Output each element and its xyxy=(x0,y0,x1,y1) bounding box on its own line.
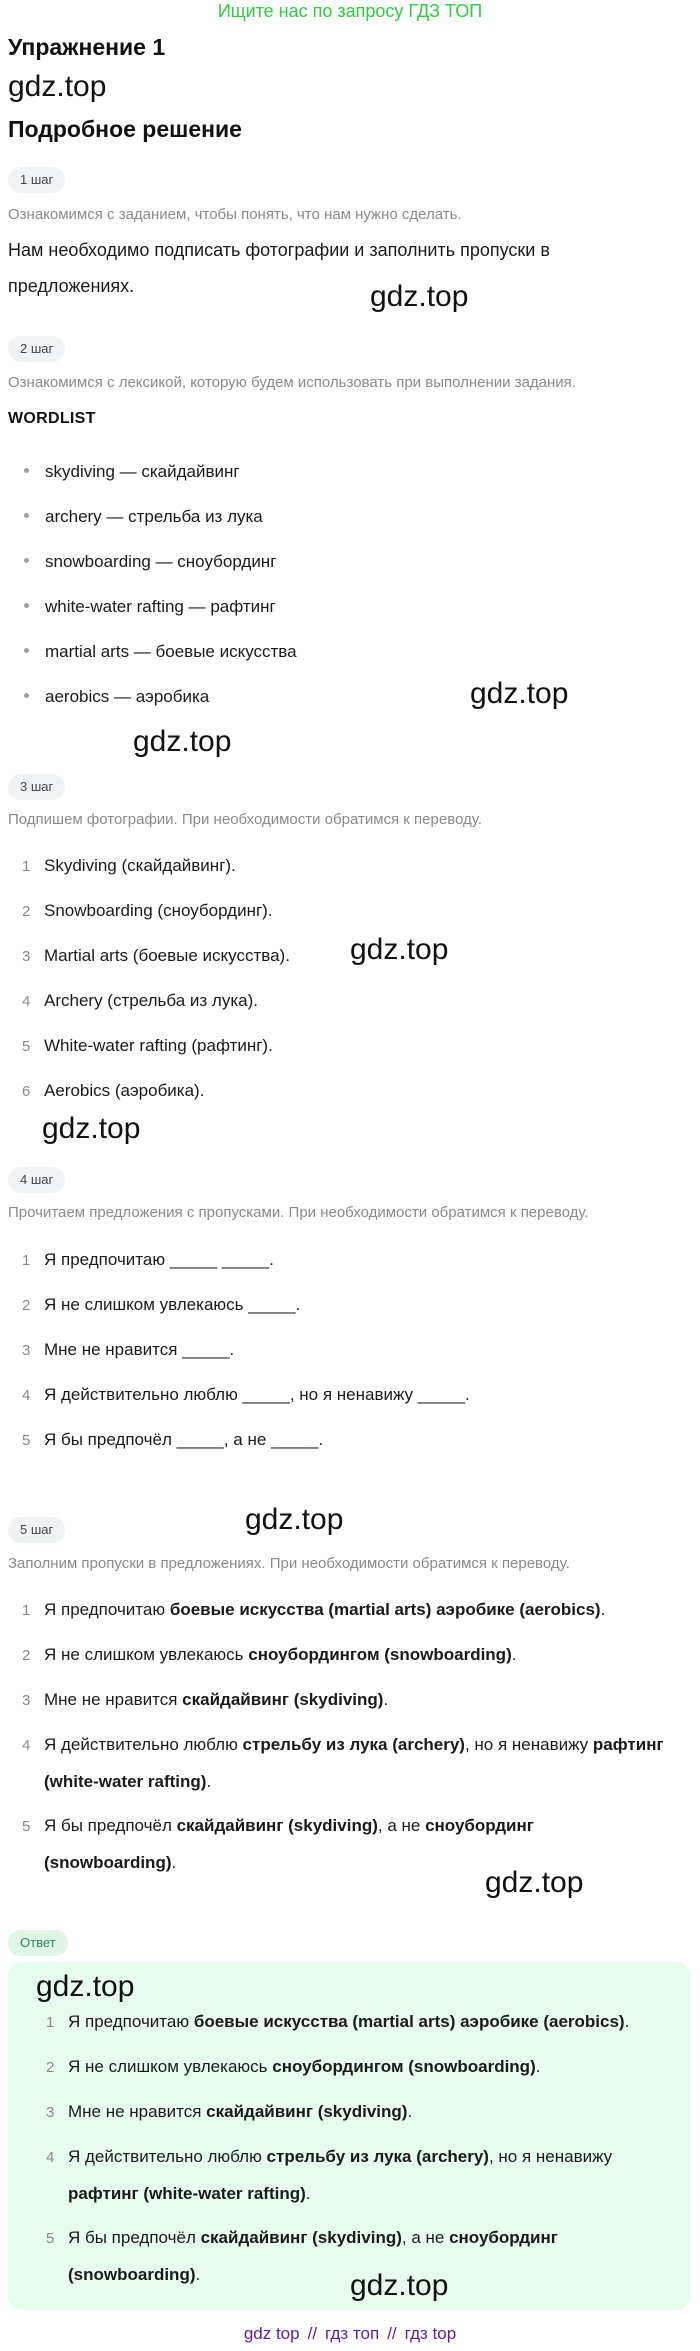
watermark: gdz.top xyxy=(8,70,107,103)
list-item: 4 Archery (стрельба из лука). xyxy=(22,991,258,1010)
list-item: 1 Skydiving (скайдайвинг). xyxy=(22,856,236,875)
top-banner: Ищите нас по запросу ГДЗ ТОП xyxy=(217,1,483,21)
list-item: snowboarding — сноубординг xyxy=(24,552,276,572)
step-badge-5: 5 шаг xyxy=(8,1517,65,1543)
list-item: 1 Я предпочитаю _____ _____. xyxy=(22,1250,274,1269)
bullet-icon xyxy=(24,603,29,608)
section-title: Подробное решение xyxy=(8,116,242,142)
list-item: 1 Я предпочитаю боевые искусства (martial arts) аэробике (aerobics). xyxy=(22,1600,606,1619)
step-desc-4: Прочитаем предложения с пропусками. При необходимости обратимся к переводу. xyxy=(8,1204,589,1221)
list-item: white-water rafting — рафтинг xyxy=(24,597,276,617)
list-item: 3 Мне не нравится _____. xyxy=(22,1340,235,1359)
list-item: 2 Snowboarding (сноубординг). xyxy=(22,901,273,920)
watermark: gdz.top xyxy=(42,1112,141,1145)
list-item: 5 Я бы предпочёл скайдайвинг (skydiving), а не сноубординг (snowboarding). xyxy=(46,2228,558,2284)
footer-link-1[interactable]: gdz top xyxy=(243,2324,300,2343)
list-item: 2 Я не слишком увлекаюсь сноубордингом (snowboarding). xyxy=(46,2057,541,2076)
watermark: gdz.top xyxy=(36,1970,135,2003)
footer-links xyxy=(0,2324,700,2344)
list-item: 1 Я предпочитаю боевые искусства (martial arts) аэробике (aerobics). xyxy=(46,2012,630,2031)
list-item: 3 Мне не нравится скайдайвинг (skydiving). xyxy=(22,1690,389,1709)
watermark: gdz.top xyxy=(370,280,469,313)
list-item: 6 Aerobics (аэробика). xyxy=(22,1081,205,1100)
step-desc-2: Ознакомимся с лексикой, которую будем использовать при выполнении задания. xyxy=(8,374,576,391)
step-badge-4: 4 шаг xyxy=(8,1167,65,1193)
footer-link-2[interactable]: гдз топ xyxy=(325,2324,380,2343)
wordlist-title: WORDLIST xyxy=(8,410,96,427)
footer-link-3[interactable]: гдз top xyxy=(404,2324,457,2343)
step-desc-1: Ознакомимся с заданием, чтобы понять, что нам нужно сделать. xyxy=(8,206,462,223)
step-badge-1: 1 шаг xyxy=(8,167,65,193)
exercise-title: Упражнение 1 xyxy=(8,34,166,60)
list-item: 3 Martial arts (боевые искусства). xyxy=(22,946,290,965)
answer-badge: Ответ xyxy=(8,1930,68,1956)
watermark: gdz.top xyxy=(245,1503,344,1536)
watermark: gdz.top xyxy=(350,933,449,966)
watermark: gdz.top xyxy=(485,1866,584,1899)
list-item: skydiving — скайдайвинг xyxy=(24,462,240,482)
watermark: gdz.top xyxy=(133,725,232,758)
watermark: gdz.top xyxy=(350,2269,449,2302)
bullet-icon xyxy=(24,693,29,698)
list-item: 4 Я действительно люблю _____, но я ненавижу _____. xyxy=(22,1385,470,1404)
bullet-icon xyxy=(24,513,29,518)
bullet-icon xyxy=(24,468,29,473)
list-item: 5 Я бы предпочёл скайдайвинг (skydiving), а не сноубординг (snowboarding). xyxy=(22,1816,534,1872)
bullet-icon xyxy=(24,648,29,653)
list-item: martial arts — боевые искусства xyxy=(24,642,297,662)
list-item: 4 Я действительно люблю стрельбу из лука (archery), но я ненавижу рафтинг (white-water rafting). xyxy=(46,2147,613,2203)
step-desc-5: Заполним пропуски в предложениях. При необходимости обратимся к переводу. xyxy=(8,1555,570,1572)
watermark: gdz.top xyxy=(470,677,569,710)
step-text-1: Нам необходимо подписать фотографии и заполнить пропуски в предложениях. xyxy=(8,240,550,296)
step-badge-2: 2 шаг xyxy=(8,336,65,362)
list-item: 5 White-water rafting (рафтинг). xyxy=(22,1036,273,1055)
list-item: 3 Мне не нравится скайдайвинг (skydiving). xyxy=(46,2102,413,2121)
footer-separator: // xyxy=(387,2324,397,2343)
list-item: 2 Я не слишком увлекаюсь _____. xyxy=(22,1295,301,1314)
step-badge-3: 3 шаг xyxy=(8,774,65,800)
bullet-icon xyxy=(24,558,29,563)
list-item: 4 Я действительно люблю стрельбу из лука (archery), но я ненавижу рафтинг (white-water rafting). xyxy=(22,1735,664,1791)
footer-separator: // xyxy=(307,2324,318,2343)
list-item: 5 Я бы предпочёл _____, а не _____. xyxy=(22,1430,324,1449)
list-item: 2 Я не слишком увлекаюсь сноубордингом (snowboarding). xyxy=(22,1645,517,1664)
step-desc-3: Подпишем фотографии. При необходимости обратимся к переводу. xyxy=(8,811,482,828)
list-item: aerobics — аэробика xyxy=(24,687,209,707)
list-item: archery — стрельба из лука xyxy=(24,507,263,527)
